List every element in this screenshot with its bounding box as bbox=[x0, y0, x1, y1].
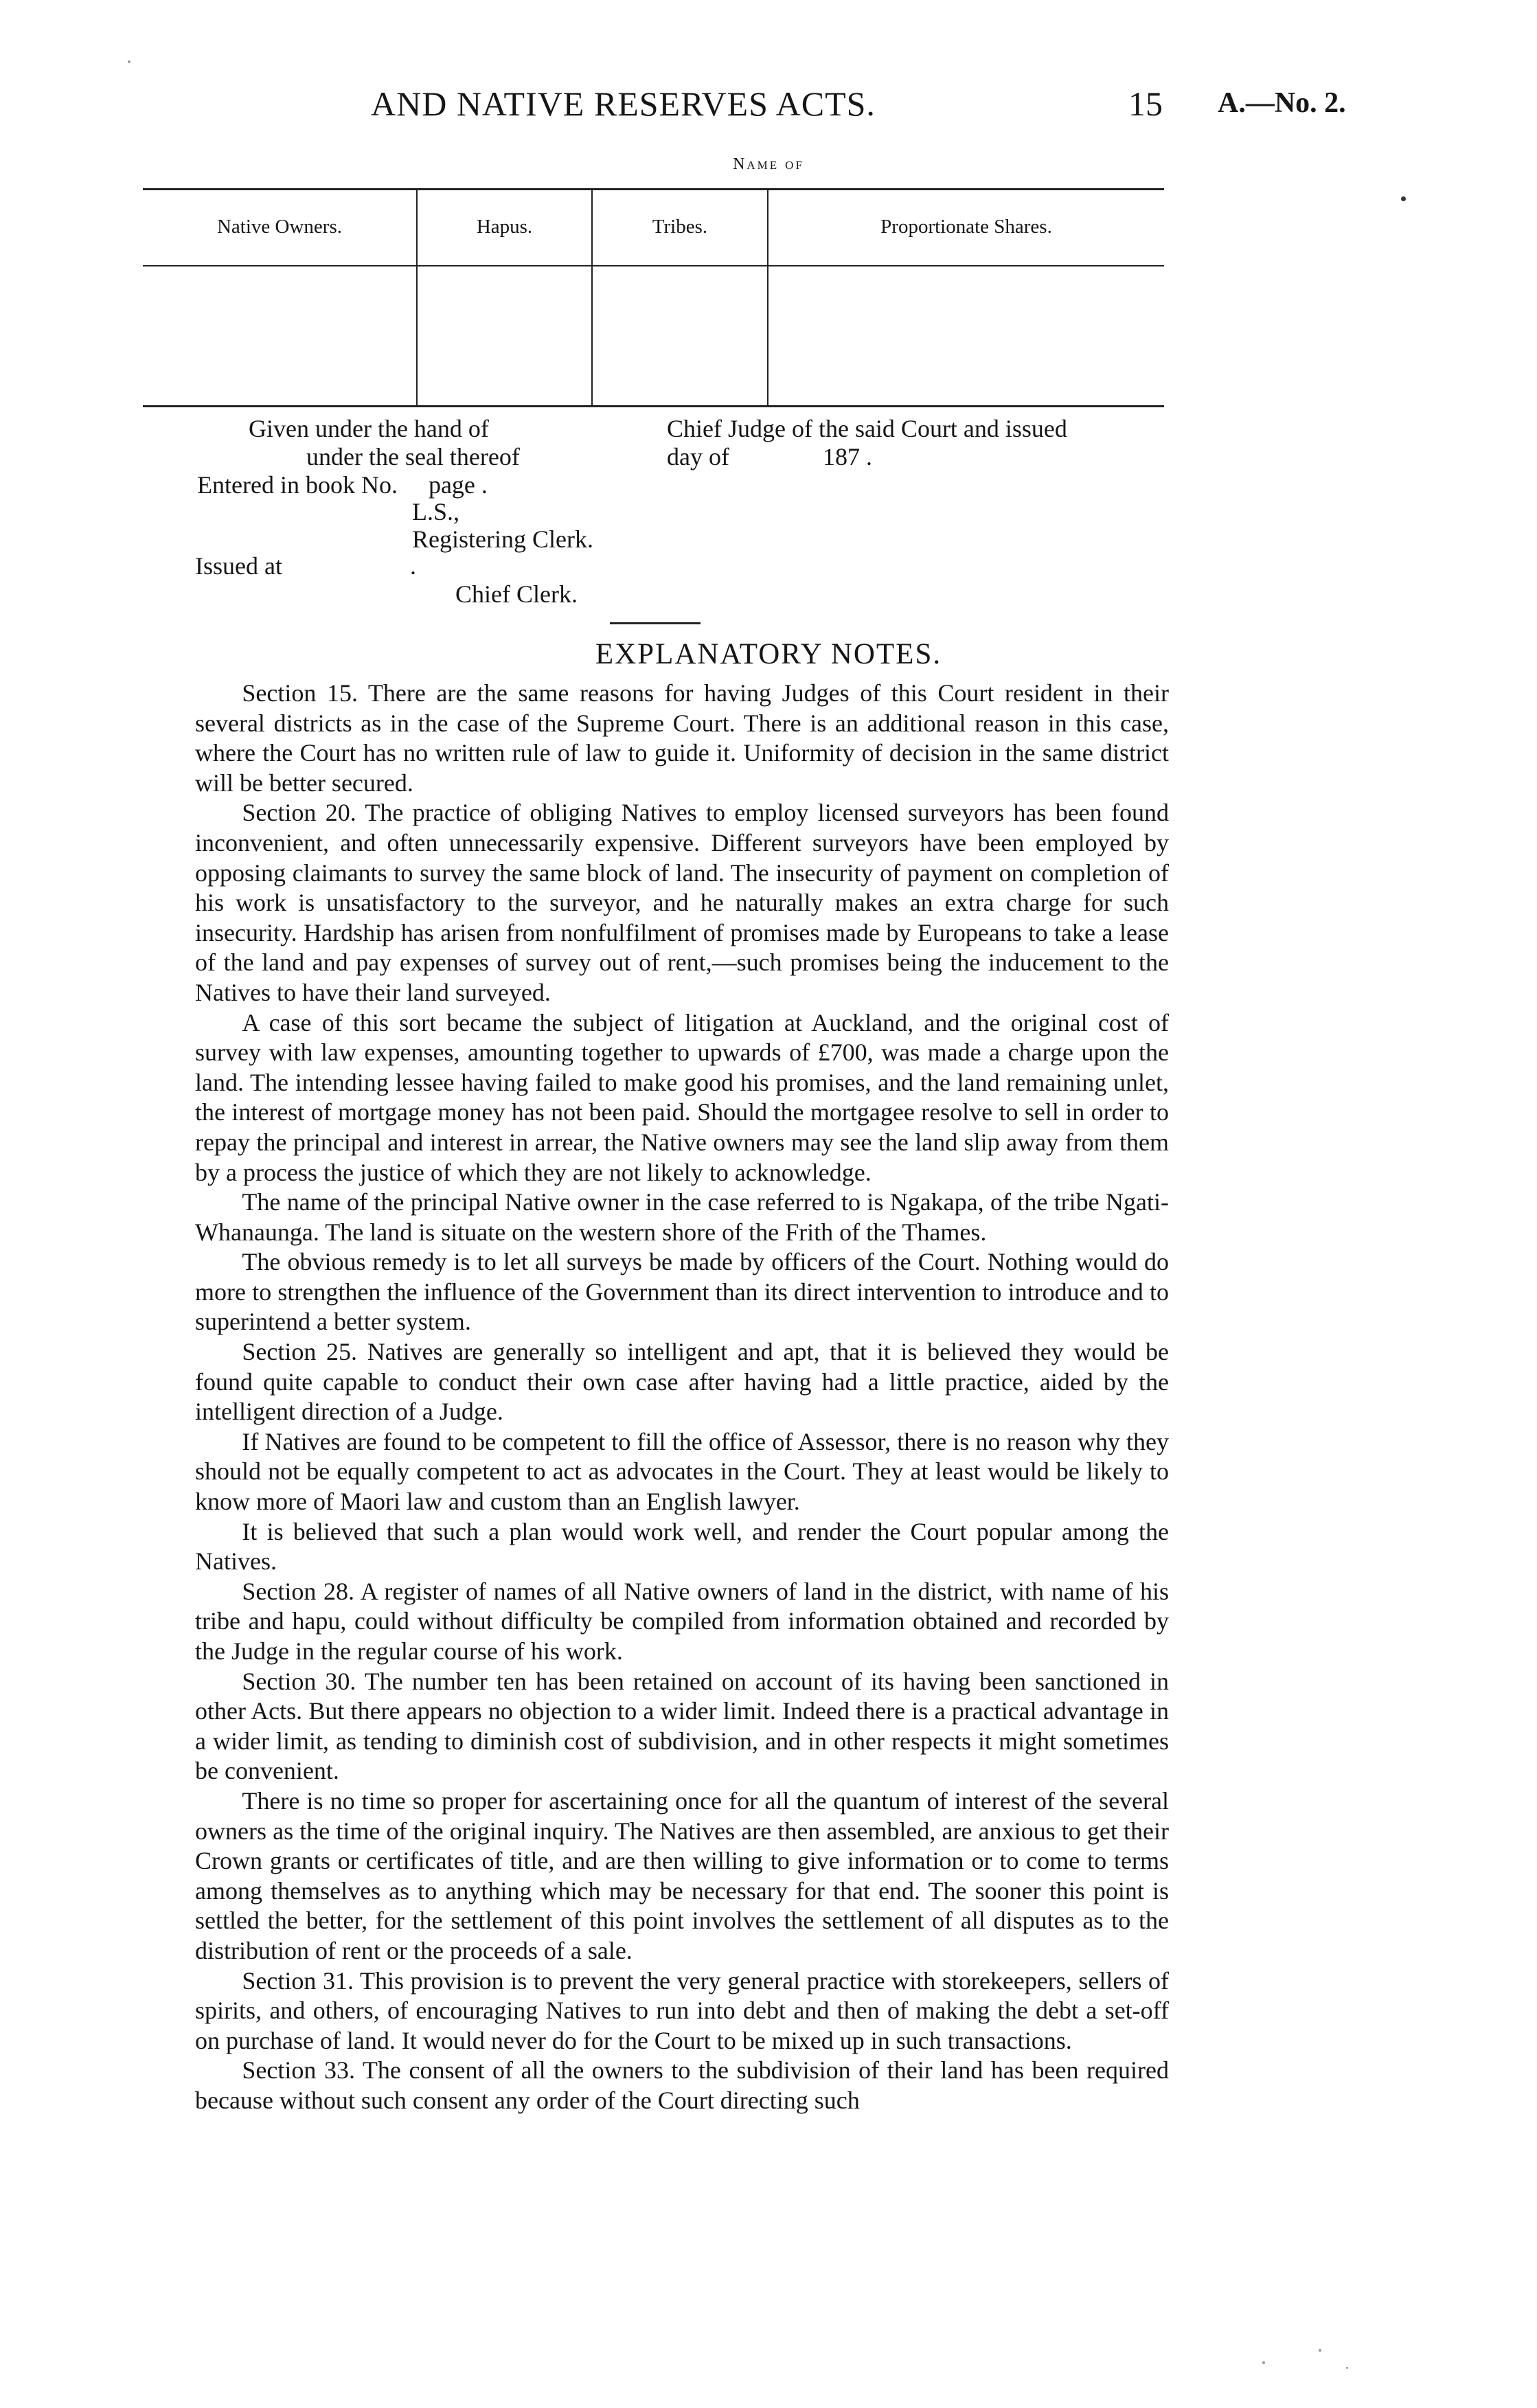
table-bottom-rule bbox=[143, 405, 1164, 407]
column-header-tribes: Tribes. bbox=[652, 216, 708, 238]
paragraph: There is no time so proper for ascertaining once for all the quantum of interest of the several owners as the time of the original inquiry. The Natives are then assembled, are anxious to get their Crown grants or certificates of title, and are then willing to give information or to come to terms among themselves as to anything which may be necessary for that end. The sooner this point is settled the better, for the settlement of this point involves the settlement of all disputes as to the distribution of rent or the proceeds of a sale. bbox=[195, 1786, 1169, 1964]
cert-line-chief-judge: Chief Judge of the said Court and issued bbox=[667, 415, 1067, 442]
section-separator bbox=[610, 622, 701, 624]
column-header-native-owners: Native Owners. bbox=[216, 216, 342, 238]
scan-speck bbox=[1401, 196, 1406, 201]
paragraph: Section 31. This provision is to prevent the very general practice with storekeepers, sellers of spirits, and others, of encouraging Natives to run into debt and then of making the debt a set-off on purchase of land. It would never do for the Court to be mixed up in such transactions. bbox=[195, 1966, 1169, 2054]
scan-speck bbox=[1319, 2349, 1321, 2352]
scan-speck bbox=[128, 60, 130, 63]
paragraph: Section 30. The number ten has been retained on account of its having been sanctioned in other Acts. But there appears no objection to a wider limit. Indeed there is a practical advantage in a wider limit, as tending to diminish cost of subdivision, and in other respects it might sometimes be convenient. bbox=[195, 1667, 1169, 1785]
paragraph: If Natives are found to be competent to fill the office of Assessor, there is no reason why they should not be equally competent to act as advocates in the Court. They at least would be likely to know more of Maori law and custom than an English lawyer. bbox=[195, 1427, 1169, 1516]
section-heading: EXPLANATORY NOTES. bbox=[595, 638, 942, 670]
paragraph: The name of the principal Native owner in the case referred to is Ngakapa, of the tribe Ngati-Whanaunga. The land is situate on the western shore of the Frith of the Thames. bbox=[195, 1188, 1169, 1246]
paragraph: Section 33. The consent of all the owners to the subdivision of their land has been required because without such consent any order of the Court directing such bbox=[195, 2056, 1169, 2114]
cert-line-ls: L.S., bbox=[412, 498, 460, 525]
cert-line-seal: under the seal thereof bbox=[306, 443, 520, 470]
owners-table bbox=[143, 188, 1164, 409]
cert-line-issued-at: Issued at bbox=[195, 552, 282, 580]
cert-line-chief-clerk: Chief Clerk. bbox=[455, 580, 578, 608]
paragraph: It is believed that such a plan would work well, and render the Court popular among the Natives. bbox=[195, 1517, 1169, 1576]
column-header-hapus: Hapus. bbox=[476, 216, 533, 238]
cert-line-day-of: day of bbox=[667, 443, 729, 470]
table-caption: Name of bbox=[733, 155, 804, 173]
paragraph: A case of this sort became the subject of litigation at Auckland, and the original cost of survey with law expenses, amounting together to upwards of £700, was made a charge upon the land. The intending lessee having failed to make good his promises, and the land remaining unlet, the interest of mortgage money has not been paid. Should the mortgagee resolve to sell in order to repay the principal and interest in arrear, the Native owners may see the land slip away from them by a process the justice of which they are not likely to acknowledge. bbox=[195, 1008, 1169, 1186]
running-title: AND NATIVE RESERVES ACTS. bbox=[371, 84, 876, 123]
paragraph: Section 25. Natives are generally so intelligent and apt, that it is believed they would be found quite capable to conduct their own case after having had a little practice, aided by the intelligent direction of a Judge. bbox=[195, 1338, 1169, 1426]
page-number: 15 bbox=[1128, 84, 1163, 123]
column-header-proportionate-shares: Proportionate Shares. bbox=[880, 216, 1052, 238]
cert-line-year: 187 . bbox=[823, 443, 872, 470]
table-top-rule bbox=[143, 188, 1164, 190]
paragraph: Section 20. The practice of obliging Natives to employ licensed surveyors has been found inconvenient, and often unnecessarily expensive. Different surveyors have been employed by opposing claimants to survey the same block of land. The insecurity of payment on completion of his work is unsatisfactory to the surveyor, and he naturally makes an extra charge for such insecurity. Hardship has arisen from nonfulfilment of promises made by Europeans to take a lease of the land and pay expenses of survey out of rent,—such promises being the inducement to the Natives to have their land surveyed. bbox=[195, 799, 1169, 1006]
scan-speck bbox=[1262, 2361, 1265, 2364]
cert-line-given: Given under the hand of bbox=[249, 415, 489, 442]
paragraph: The obvious remedy is to let all surveys be made by officers of the Court. Nothing would do more to strengthen the influence of the Government than its direct intervention to introduce and to superintend a better system. bbox=[195, 1248, 1169, 1336]
document-reference: A.—No. 2. bbox=[1218, 87, 1346, 119]
cert-line-issued-dot: . bbox=[410, 552, 416, 580]
cert-line-entered: Entered in book No. page . bbox=[197, 471, 488, 499]
paragraph: Section 15. There are the same reasons for having Judges of this Court resident in their several districts as in the case of the Supreme Court. There is an additional reason in this case, where the Court has no written rule of law to guide it. Uniformity of decision in the same district will be better secured. bbox=[195, 679, 1169, 797]
cert-line-registering-clerk: Registering Clerk. bbox=[412, 525, 593, 553]
scan-speck bbox=[1346, 2367, 1348, 2369]
paragraph: Section 28. A register of names of all Native owners of land in the district, with name of his tribe and hapu, could without difficulty be compiled from information obtained and recorded by the Judge in the regular course of his work. bbox=[195, 1577, 1169, 1665]
explanatory-notes-body bbox=[195, 679, 1169, 2116]
table-header-rule bbox=[143, 265, 1164, 266]
